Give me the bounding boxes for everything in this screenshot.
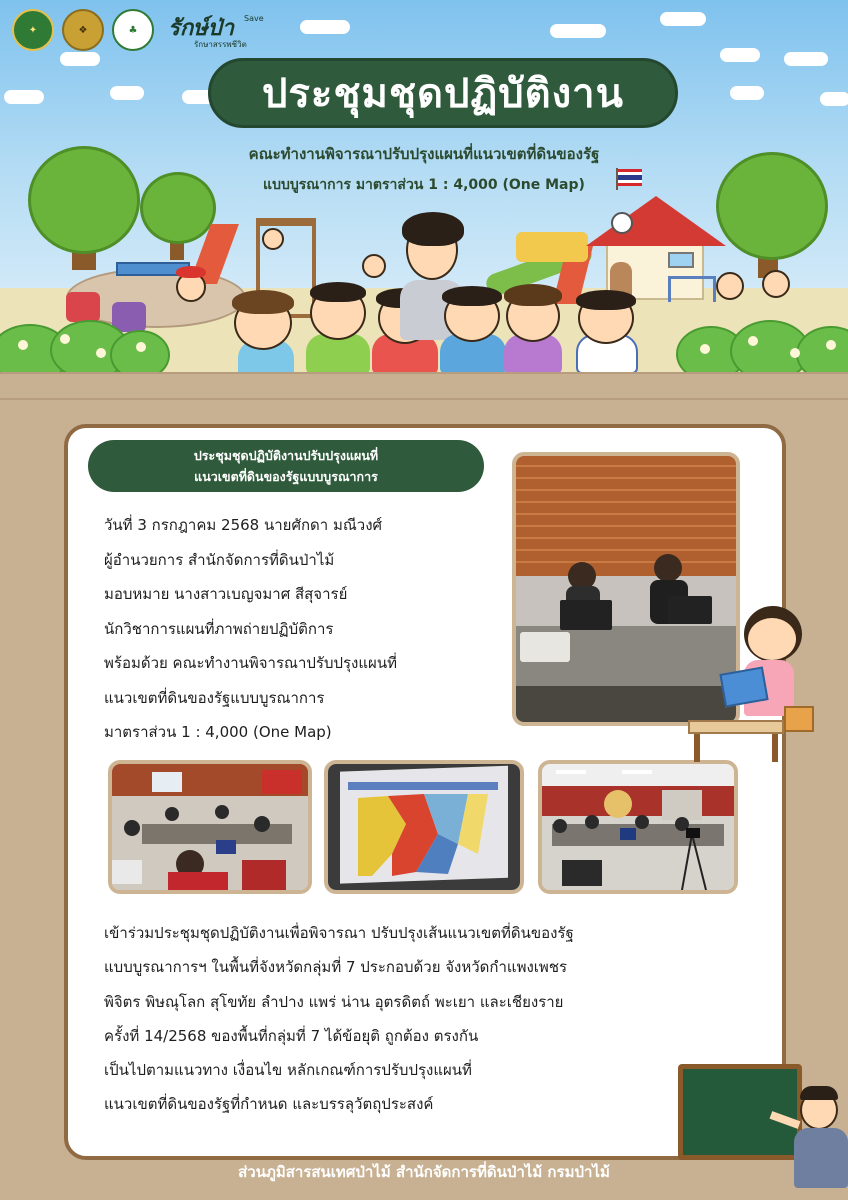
section-heading-line-2: แนวเขตที่ดินของรัฐแบบบูรณาการ (194, 469, 378, 484)
kid-face (762, 270, 790, 298)
kid-face (262, 228, 284, 250)
subtitle-line-2: แบบบูรณาการ มาตราส่วน 1 : 4,000 (One Map) (263, 177, 585, 193)
wall-line (0, 372, 848, 374)
brand-sub-text: รักษาสรรพชีวิต (194, 40, 247, 49)
brand-main-text: รักษ์ป่า (168, 16, 234, 41)
subtitle-line-1: คณะทำงานพิจารณาปรับปรุงแผนที่แนวเขตที่ดินของรัฐ (248, 145, 600, 163)
swing (668, 276, 716, 302)
flower (96, 348, 106, 358)
meeting-room-photo (112, 764, 308, 890)
meeting-room-photo (516, 456, 736, 722)
paragraph-line: แบบบูรณาการฯ ในพื้นที่จังหวัดกลุ่มที่ 7 ประกอบด้วย จังหวัดกำแพงเพชร (104, 958, 568, 977)
desk (688, 720, 784, 734)
chair (784, 706, 814, 732)
paragraph-line: นักวิชาการแผนที่ภาพถ่ายปฏิบัติการ (104, 619, 334, 638)
teacher-hair (800, 1086, 838, 1100)
kid-hair (576, 290, 636, 310)
flower (60, 334, 70, 344)
paragraph-line: มาตราส่วน 1 : 4,000 (One Map) (104, 723, 332, 741)
paragraph-line: พร้อมด้วย คณะทำงานพิจารณาปรับปรุงแผนที่ (104, 654, 397, 672)
cloud (4, 90, 44, 104)
tree-icon (716, 152, 828, 260)
intro-paragraph (104, 508, 524, 750)
cloud (300, 20, 350, 34)
girl-face (748, 618, 796, 660)
summary-paragraph (104, 916, 744, 1122)
kid-hair (232, 290, 294, 314)
cloud (820, 92, 848, 106)
flower (790, 348, 800, 358)
forest-department-logo-icon: ♣ (112, 9, 154, 51)
meeting-room-photo (542, 764, 734, 890)
kid-face (362, 254, 386, 278)
paragraph-line: ผู้อำนวยการ สำนักจัดการที่ดินป่าไม้ (104, 550, 335, 569)
brand-logo (168, 8, 278, 52)
desk-leg (772, 734, 778, 762)
house-window (668, 252, 694, 268)
meeting-photo-3 (538, 760, 738, 894)
teacher-hair (402, 212, 464, 246)
kid-hair (442, 286, 502, 306)
royal-emblem-icon: ❖ (62, 9, 104, 51)
flower (700, 344, 710, 354)
wall-line (0, 398, 848, 400)
cloud (60, 52, 100, 66)
logo-row (12, 8, 278, 52)
thai-flag-icon (616, 168, 642, 190)
meeting-photo-2 (324, 760, 524, 894)
kid-cap (176, 266, 206, 278)
footer-credit: ส่วนภูมิสารสนเทศป่าไม้ สำนักจัดการที่ดินป่าไม้ กรมป่าไม้ (238, 1163, 610, 1181)
kid-hair (310, 282, 366, 302)
paragraph-line: แนวเขตที่ดินของรัฐแบบบูรณาการ (104, 688, 325, 707)
cloud (720, 48, 760, 62)
kid-body (306, 334, 370, 374)
paragraph-line: เข้าร่วมประชุมชุดปฏิบัติงานเพื่อพิจารณา ปรับปรุงเส้นแนวเขตที่ดินของรัฐ (104, 924, 574, 942)
kid-hair (504, 284, 562, 306)
map-projection-photo (328, 764, 520, 890)
flower (826, 340, 836, 350)
clock-icon (611, 212, 633, 234)
house-roof (586, 196, 726, 246)
department-emblem-icon: ✦ (12, 9, 54, 51)
flower (18, 340, 28, 350)
paragraph-line: ครั้งที่ 14/2568 ของพื้นที่กลุ่มที่ 7 ได้ข้อยุติ ถูกต้อง ตรงกัน (104, 1026, 479, 1045)
cloud (110, 86, 144, 100)
cloud (660, 12, 706, 26)
cloud (730, 86, 764, 100)
paragraph-line: พิจิตร พิษณุโลก สุโขทัย ลำปาง แพร่ น่าน อุตรดิตถ์ พะเยา และเชียงราย (104, 992, 564, 1011)
flower (748, 336, 758, 346)
flower (136, 342, 146, 352)
paragraph-line: แนวเขตที่ดินของรัฐที่กำหนด และบรรลุวัตถุประสงค์ (104, 1095, 434, 1114)
paragraph-line: เป็นไปตามแนวทาง เงื่อนไข หลักเกณฑ์การปรับปรุงแผนที่ (104, 1061, 472, 1080)
stool (66, 292, 100, 322)
blackboard (678, 1064, 802, 1160)
title-banner (208, 58, 678, 128)
cloud (550, 24, 606, 38)
paragraph-line: มอบหมาย นางสาวเบญจมาศ สีสุจารย์ (104, 585, 348, 603)
desk-leg (694, 734, 700, 762)
paragraph-line: วันที่ 3 กรกฎาคม 2568 นายศักดา มณีวงศ์ (104, 516, 383, 534)
brand-save-text: Save (244, 14, 264, 23)
meeting-photo-1 (108, 760, 312, 894)
meeting-photo-main (512, 452, 740, 726)
section-heading (88, 440, 484, 492)
section-heading-line-1: ประชุมชุดปฏิบัติงานปรับปรุงแผนที่ (193, 448, 379, 463)
kid-face (716, 272, 744, 300)
page-title: ประชุมชุดปฏิบัติงาน (262, 71, 624, 117)
playhouse-platform (516, 232, 588, 262)
cloud (784, 52, 828, 66)
